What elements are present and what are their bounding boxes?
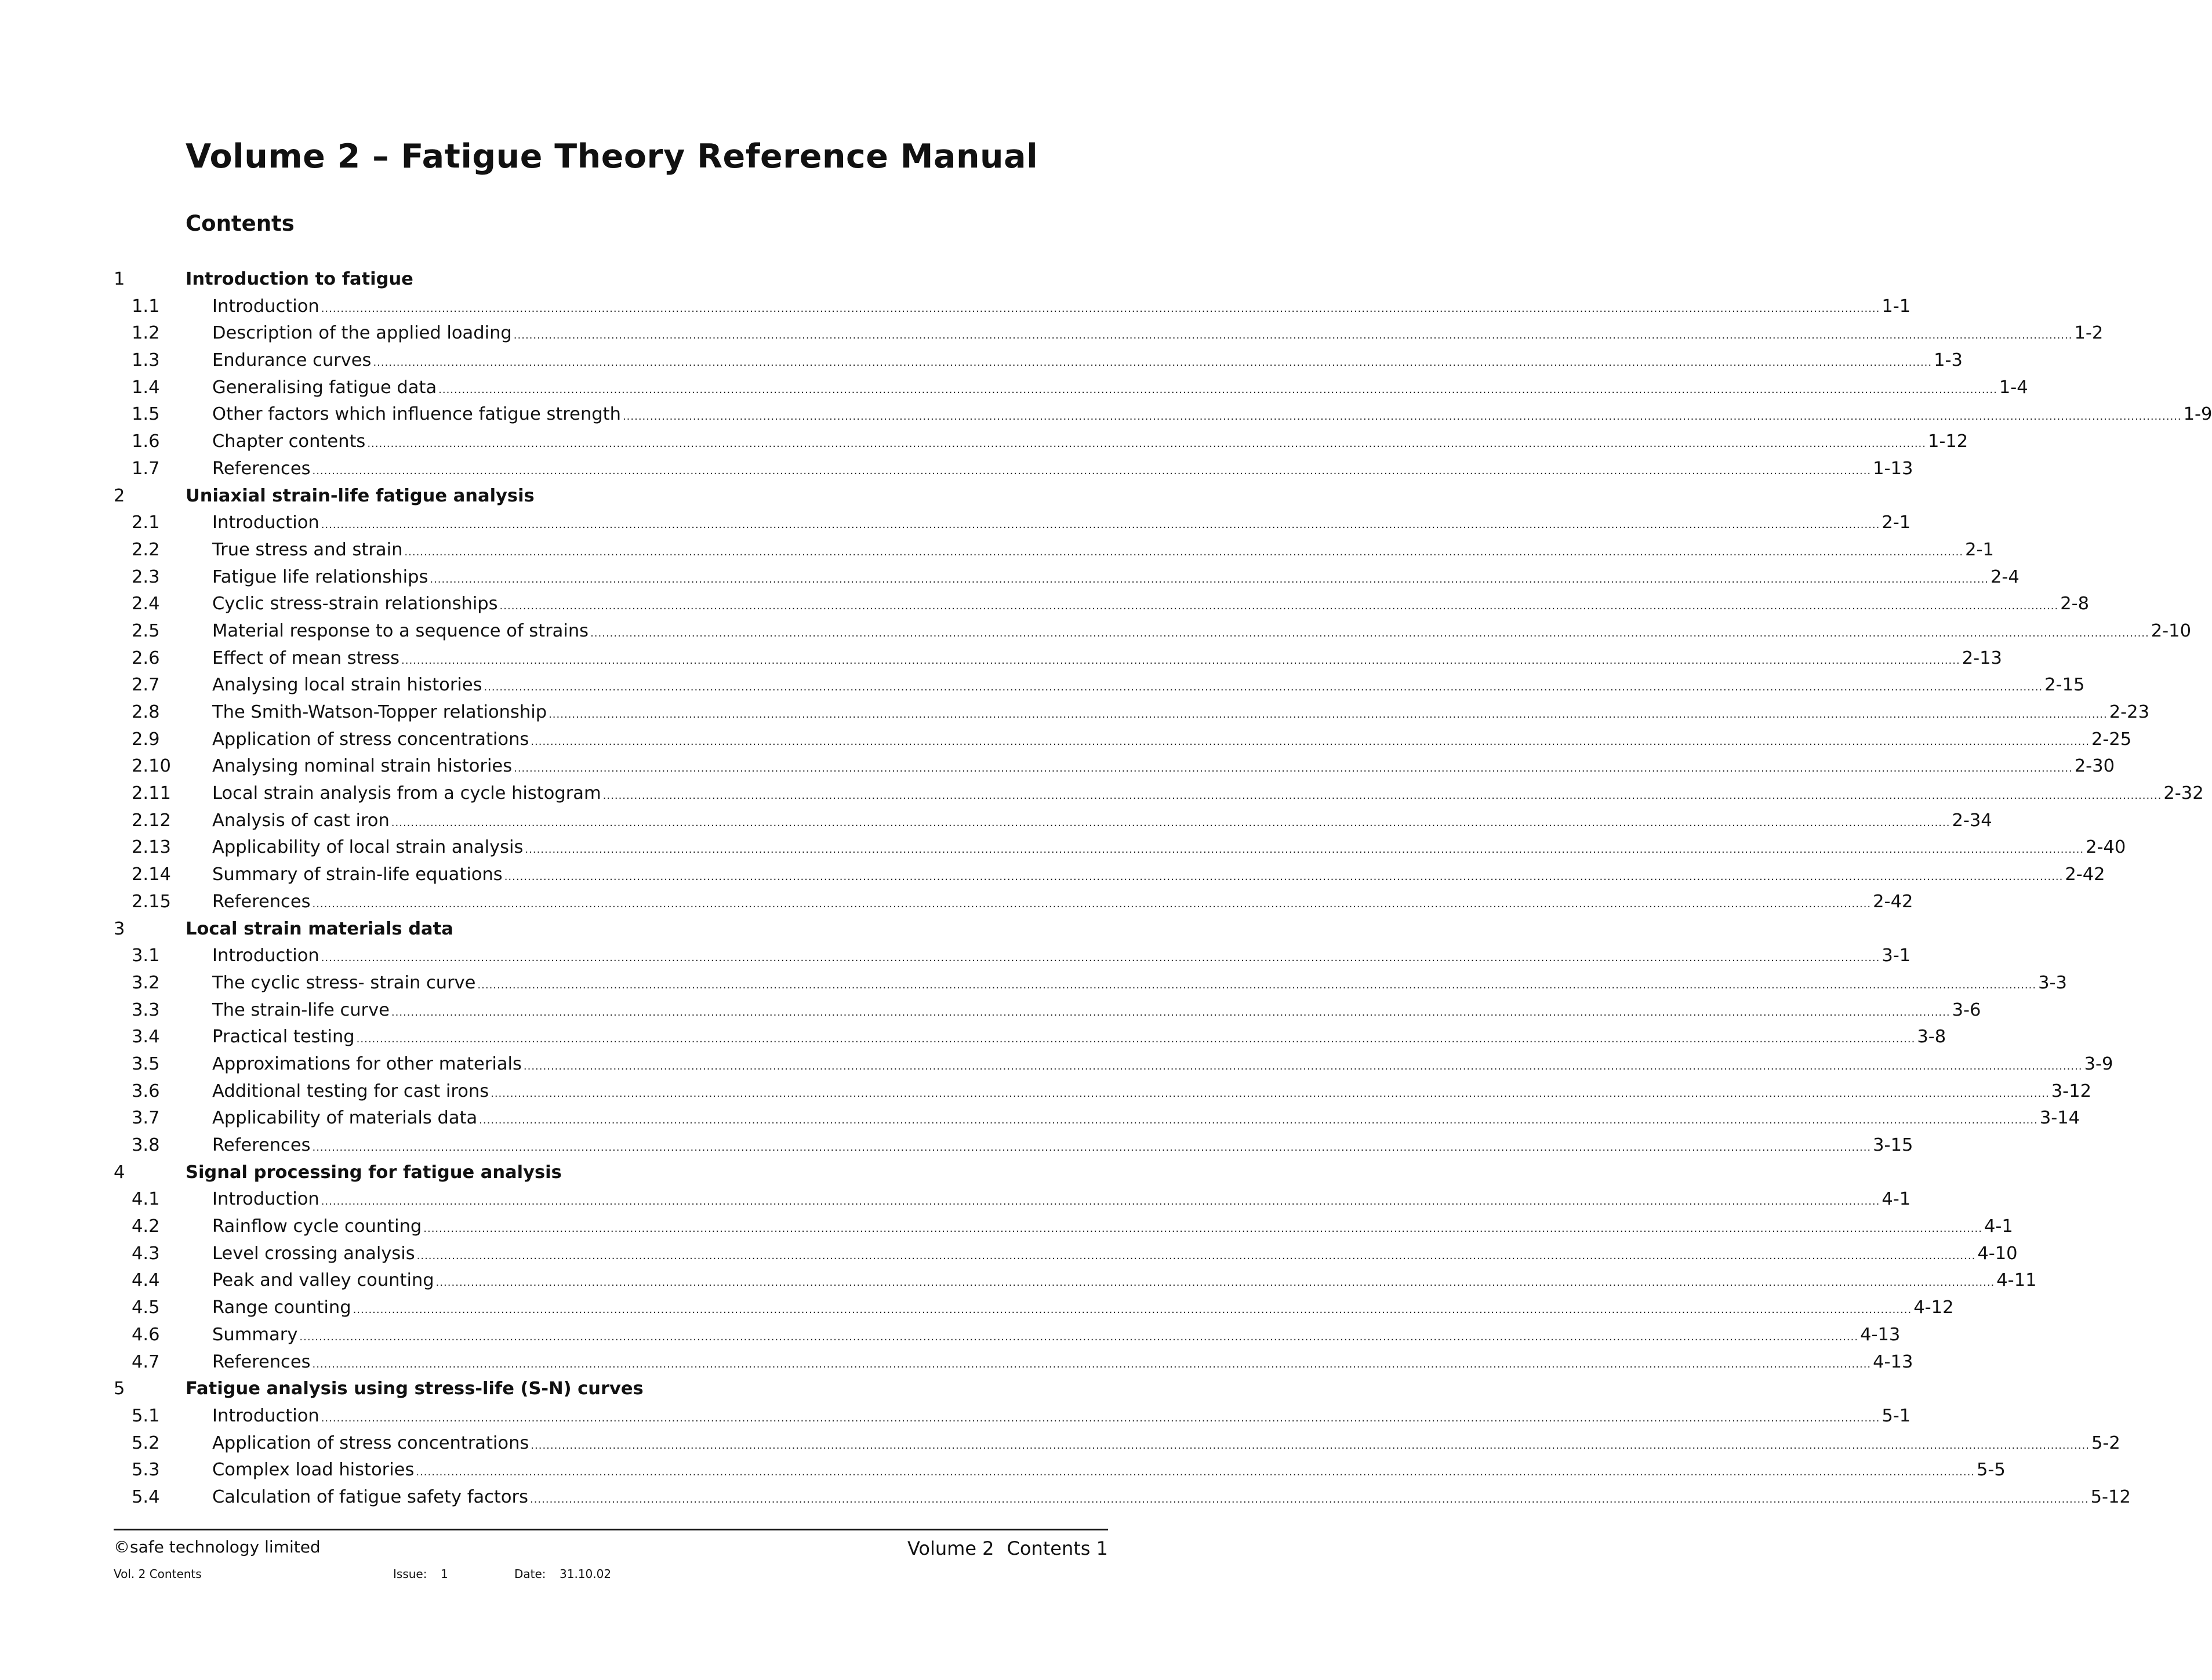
toc-entry xyxy=(114,643,2002,671)
page-number: 1-2 xyxy=(2074,323,2104,344)
toc-entry-line xyxy=(212,594,2090,617)
toc-entry-line xyxy=(212,729,2132,752)
dot-leader: ................................................................................................................................................................................................................................................................................................................................................................................................................ xyxy=(504,871,2064,883)
section-number: 2.6 xyxy=(132,648,160,668)
page-number: 2-42 xyxy=(2065,864,2105,885)
toc-chapter xyxy=(114,1374,1108,1401)
page-number: 2-4 xyxy=(1991,566,2020,587)
toc-entry xyxy=(114,697,2149,725)
section-number: 3.7 xyxy=(132,1108,160,1129)
dot-leader: ................................................................................................................................................................................................................................................................................................................................................................................................................ xyxy=(353,1304,1912,1317)
toc-entry xyxy=(114,1347,1913,1374)
footer-issue-value: 1 xyxy=(441,1567,448,1581)
toc-entry xyxy=(114,454,1913,481)
section-number: 2.8 xyxy=(132,702,160,722)
toc-entry-line xyxy=(212,323,2104,346)
section-title: Analysis of cast iron xyxy=(212,810,390,831)
toc-entry-line xyxy=(212,1108,2080,1131)
page-number: 5-12 xyxy=(2090,1486,2131,1507)
toc-entry-line xyxy=(212,404,2212,427)
section-number: 1.4 xyxy=(132,377,160,398)
section-title: Other factors which influence fatigue strength xyxy=(212,404,621,425)
toc-entry xyxy=(114,373,2028,400)
chapter-number: 2 xyxy=(114,485,125,506)
toc-entry xyxy=(114,887,1913,914)
dot-leader: ................................................................................................................................................................................................................................................................................................................................................................................................................ xyxy=(438,383,1997,396)
dot-leader: ................................................................................................................................................................................................................................................................................................................................................................................................................ xyxy=(514,762,2073,775)
page-number: 4-1 xyxy=(1984,1216,2013,1237)
section-number: 4.5 xyxy=(132,1297,160,1318)
toc-entry-line xyxy=(212,512,1911,536)
dot-leader: ................................................................................................................................................................................................................................................................................................................................................................................................................ xyxy=(312,1358,1872,1370)
toc-chapter xyxy=(114,1158,1108,1185)
toc-entry xyxy=(114,1212,2013,1239)
dot-leader: ................................................................................................................................................................................................................................................................................................................................................................................................................ xyxy=(479,1114,2038,1127)
section-title: Introduction xyxy=(212,1405,319,1426)
section-title: Calculation of fatigue safety factors xyxy=(212,1486,528,1507)
toc-entry-line xyxy=(212,1135,1913,1158)
section-title: The Smith-Watson-Topper relationship xyxy=(212,702,547,722)
toc-entry xyxy=(114,292,1911,319)
page-number: 3-8 xyxy=(1917,1027,1946,1048)
dot-leader: ................................................................................................................................................................................................................................................................................................................................................................................................................ xyxy=(523,1060,2083,1072)
page-number: 1-12 xyxy=(1927,431,1968,452)
toc-entry-line xyxy=(212,702,2149,725)
toc-entry xyxy=(114,860,2105,887)
page-number: 1-3 xyxy=(1934,350,1963,371)
toc-entry xyxy=(114,562,2020,590)
section-number: 2.5 xyxy=(132,620,160,641)
section-number: 3.8 xyxy=(132,1135,160,1155)
toc-entry-line xyxy=(212,458,1913,482)
footer-page-ref xyxy=(907,1539,1108,1558)
page-number: 3-1 xyxy=(1882,946,1911,966)
section-title: References xyxy=(212,458,311,479)
toc-entry-line xyxy=(212,675,2085,698)
section-number: 3.4 xyxy=(132,1027,160,1048)
section-number: 4.4 xyxy=(132,1270,160,1291)
dot-leader: ................................................................................................................................................................................................................................................................................................................................................................................................................ xyxy=(356,1033,1916,1046)
section-title: Applicability of materials data xyxy=(212,1108,478,1129)
toc-entry xyxy=(114,535,1994,562)
page-number: 2-40 xyxy=(2086,837,2126,858)
toc-entry-line xyxy=(212,864,2105,888)
toc-entry xyxy=(114,1455,2006,1482)
toc-entry-line xyxy=(212,431,1968,454)
toc-entry xyxy=(114,1401,1911,1428)
contents-heading: Contents xyxy=(186,211,295,236)
toc-entry xyxy=(114,806,1992,833)
page-number: 4-11 xyxy=(1996,1270,2037,1291)
toc-entry xyxy=(114,1482,2131,1510)
page-number: 2-23 xyxy=(2109,702,2149,722)
toc-entry-line xyxy=(212,1243,2018,1267)
page-number: 2-15 xyxy=(2044,675,2085,696)
section-title: Rainflow cycle counting xyxy=(212,1216,422,1237)
dot-leader: ................................................................................................................................................................................................................................................................................................................................................................................................................ xyxy=(435,1277,1995,1289)
page-number: 5-2 xyxy=(2091,1432,2120,1453)
chapter-title: Uniaxial strain-life fatigue analysis xyxy=(186,485,535,506)
toc-entry-line xyxy=(212,1216,2013,1239)
toc-entry xyxy=(114,1049,2113,1077)
dot-leader: ................................................................................................................................................................................................................................................................................................................................................................................................................ xyxy=(531,1439,2090,1452)
toc-entry-line xyxy=(212,999,1981,1023)
toc-entry xyxy=(114,941,1911,968)
dot-leader: ................................................................................................................................................................................................................................................................................................................................................................................................................ xyxy=(531,735,2090,748)
toc-entry xyxy=(114,725,2132,752)
dot-leader: ................................................................................................................................................................................................................................................................................................................................................................................................................ xyxy=(321,1195,1880,1208)
page-number: 1-13 xyxy=(1873,458,1913,479)
toc-entry-line xyxy=(212,946,1911,969)
toc-entry xyxy=(114,399,2212,427)
page-number: 1-4 xyxy=(1999,377,2028,398)
chapter-title: Signal processing for fatigue analysis xyxy=(186,1162,562,1183)
toc-entry-line xyxy=(212,891,1913,915)
page-number: 2-42 xyxy=(1873,891,1913,912)
section-title: Analysing local strain histories xyxy=(212,675,482,696)
footer-copyright: ©safe technology limited xyxy=(114,1537,321,1557)
section-title: References xyxy=(212,1135,311,1155)
page-number: 4-1 xyxy=(1882,1189,1911,1210)
toc-entry-line xyxy=(212,296,1911,319)
section-title: Practical testing xyxy=(212,1027,355,1048)
section-number: 1.3 xyxy=(132,350,160,371)
section-title: Application of stress concentrations xyxy=(212,1432,529,1453)
section-number: 5.2 xyxy=(132,1432,160,1453)
toc-chapter xyxy=(114,914,1108,941)
dot-leader: ................................................................................................................................................................................................................................................................................................................................................................................................................ xyxy=(321,952,1880,965)
dot-leader: ................................................................................................................................................................................................................................................................................................................................................................................................................ xyxy=(423,1223,1982,1235)
section-title: Introduction xyxy=(212,946,319,966)
toc-entry-line xyxy=(212,350,1963,373)
section-title: Additional testing for cast irons xyxy=(212,1081,489,1101)
section-number: 3.2 xyxy=(132,972,160,993)
toc-chapter xyxy=(114,264,1108,292)
toc-entry-line xyxy=(212,620,2191,644)
toc-entry-line xyxy=(212,1405,1911,1429)
toc-entry xyxy=(114,318,2104,346)
page-number: 4-13 xyxy=(1860,1324,1901,1345)
section-title: Level crossing analysis xyxy=(212,1243,415,1264)
section-title: Material response to a sequence of strains xyxy=(212,620,589,641)
dot-leader: ................................................................................................................................................................................................................................................................................................................................................................................................................ xyxy=(525,843,2084,856)
page-number: 2-34 xyxy=(1952,810,1992,831)
toc-entry xyxy=(114,670,2085,697)
toc-entry xyxy=(114,832,2126,860)
section-number: 2.2 xyxy=(132,539,160,560)
toc-entry xyxy=(114,1103,2080,1130)
dot-leader: ................................................................................................................................................................................................................................................................................................................................................................................................................ xyxy=(602,790,2162,802)
dot-leader: ................................................................................................................................................................................................................................................................................................................................................................................................................ xyxy=(549,708,2108,721)
section-title: Chapter contents xyxy=(212,431,366,452)
section-number: 2.13 xyxy=(132,837,171,858)
toc-entry xyxy=(114,995,1981,1023)
section-title: Application of stress concentrations xyxy=(212,729,529,750)
toc-entry xyxy=(114,1293,1954,1320)
section-number: 2.9 xyxy=(132,729,160,750)
toc-entry-line xyxy=(212,566,2020,590)
section-number: 2.15 xyxy=(132,891,171,912)
footer-volume-label: Volume 2 xyxy=(907,1537,994,1559)
chapter-title: Local strain materials data xyxy=(186,918,453,939)
section-title: Complex load histories xyxy=(212,1460,415,1481)
section-number: 2.12 xyxy=(132,810,171,831)
section-title: Introduction xyxy=(212,296,319,317)
dot-leader: ................................................................................................................................................................................................................................................................................................................................................................................................................ xyxy=(321,302,1880,315)
dot-leader: ................................................................................................................................................................................................................................................................................................................................................................................................................ xyxy=(367,438,1926,450)
page-number: 3-6 xyxy=(1952,999,1981,1020)
section-title: Applicability of local strain analysis xyxy=(212,837,524,858)
page-number: 2-30 xyxy=(2074,756,2115,777)
page-number: 2-32 xyxy=(2163,783,2204,804)
toc-entry xyxy=(114,1239,2018,1266)
dot-leader: ................................................................................................................................................................................................................................................................................................................................................................................................................ xyxy=(416,1466,1975,1479)
page-title: Volume 2 – Fatigue Theory Reference Manual xyxy=(186,137,1038,176)
section-number: 2.11 xyxy=(132,783,171,804)
section-title: Introduction xyxy=(212,1189,319,1210)
toc-entry-line xyxy=(212,1270,2037,1293)
page-number: 2-8 xyxy=(2060,594,2090,614)
dot-leader: ................................................................................................................................................................................................................................................................................................................................................................................................................ xyxy=(622,410,2182,423)
toc-entry-line xyxy=(212,837,2126,860)
dot-leader: ................................................................................................................................................................................................................................................................................................................................................................................................................ xyxy=(321,1412,1880,1424)
dot-leader: ................................................................................................................................................................................................................................................................................................................................................................................................................ xyxy=(491,1087,2050,1100)
section-number: 3.1 xyxy=(132,946,160,966)
toc-entry-line xyxy=(212,783,2204,806)
page-number: 2-1 xyxy=(1882,512,1911,533)
section-title: Introduction xyxy=(212,512,319,533)
footer-date-value: 31.10.02 xyxy=(560,1567,612,1581)
toc-entry-line xyxy=(212,1081,2092,1104)
dot-leader: ................................................................................................................................................................................................................................................................................................................................................................................................................ xyxy=(312,1141,1872,1154)
toc-entry xyxy=(114,751,2115,779)
dot-leader: ................................................................................................................................................................................................................................................................................................................................................................................................................ xyxy=(312,464,1872,477)
toc-entry-line xyxy=(212,756,2115,779)
section-title: Range counting xyxy=(212,1297,351,1318)
section-title: Endurance curves xyxy=(212,350,372,371)
toc-entry xyxy=(114,346,1963,373)
footer-issue-label: Issue: xyxy=(393,1567,427,1581)
page-number: 2-1 xyxy=(1965,539,1994,560)
dot-leader: ................................................................................................................................................................................................................................................................................................................................................................................................................ xyxy=(590,627,2149,639)
section-number: 4.3 xyxy=(132,1243,160,1264)
toc-entry-line xyxy=(212,810,1992,834)
chapter-number: 1 xyxy=(114,269,125,289)
section-title: Cyclic stress-strain relationships xyxy=(212,594,498,614)
section-title: Peak and valley counting xyxy=(212,1270,434,1291)
chapter-title: Introduction to fatigue xyxy=(186,269,413,289)
section-number: 1.1 xyxy=(132,296,160,317)
section-number: 3.5 xyxy=(132,1053,160,1074)
section-number: 3.3 xyxy=(132,999,160,1020)
section-title: Approximations for other materials xyxy=(212,1053,522,1074)
dot-leader: ................................................................................................................................................................................................................................................................................................................................................................................................................ xyxy=(391,816,1951,829)
section-title: The cyclic stress- strain curve xyxy=(212,972,476,993)
page-number: 4-10 xyxy=(1977,1243,2018,1264)
section-number: 1.7 xyxy=(132,458,160,479)
chapter-title: Fatigue analysis using stress-life (S-N) curves xyxy=(186,1379,644,1399)
dot-leader: ................................................................................................................................................................................................................................................................................................................................................................................................................ xyxy=(430,573,1989,586)
section-number: 4.2 xyxy=(132,1216,160,1237)
toc-entry-line xyxy=(212,1297,1954,1321)
page-number: 2-25 xyxy=(2091,729,2132,750)
toc-entry-line xyxy=(212,539,1994,563)
page-number: 1-9 xyxy=(2183,404,2212,425)
dot-leader: ................................................................................................................................................................................................................................................................................................................................................................................................................ xyxy=(299,1330,1859,1343)
page-number: 3-12 xyxy=(2051,1081,2092,1101)
toc-entry-line xyxy=(212,1351,1913,1375)
chapter-number: 5 xyxy=(114,1379,125,1399)
toc-entry xyxy=(114,1130,1913,1158)
dot-leader: ................................................................................................................................................................................................................................................................................................................................................................................................................ xyxy=(373,357,1933,369)
dot-leader: ................................................................................................................................................................................................................................................................................................................................................................................................................ xyxy=(513,329,2073,342)
section-number: 2.14 xyxy=(132,864,171,885)
section-title: Fatigue life relationships xyxy=(212,566,428,587)
section-title: The strain-life curve xyxy=(212,999,390,1020)
section-title: Generalising fatigue data xyxy=(212,377,437,398)
toc-entry-line xyxy=(212,1460,2006,1483)
page-number: 3-3 xyxy=(2038,972,2067,993)
toc-entry xyxy=(114,779,2204,806)
toc-entry-line xyxy=(212,1486,2131,1510)
page-number: 3-15 xyxy=(1873,1135,1913,1155)
page-number: 4-12 xyxy=(1913,1297,1954,1318)
section-number: 2.1 xyxy=(132,512,160,533)
section-number: 4.6 xyxy=(132,1324,160,1345)
dot-leader: ................................................................................................................................................................................................................................................................................................................................................................................................................ xyxy=(416,1249,1976,1262)
section-title: Effect of mean stress xyxy=(212,648,400,668)
toc-entry xyxy=(114,508,1911,535)
toc-entry xyxy=(114,1184,1911,1212)
section-number: 1.5 xyxy=(132,404,160,425)
page-number: 2-10 xyxy=(2151,620,2191,641)
dot-leader: ................................................................................................................................................................................................................................................................................................................................................................................................................ xyxy=(321,519,1880,532)
toc-entry-line xyxy=(212,1432,2120,1456)
toc-entry-line xyxy=(212,972,2067,996)
section-title: Local strain analysis from a cycle histogram xyxy=(212,783,601,804)
dot-leader: ................................................................................................................................................................................................................................................................................................................................................................................................................ xyxy=(529,1493,2089,1506)
toc-entry-line xyxy=(212,1053,2113,1077)
section-title: References xyxy=(212,1351,311,1372)
toc-entry xyxy=(114,968,2067,995)
page-number: 2-13 xyxy=(1962,648,2002,668)
dot-leader: ................................................................................................................................................................................................................................................................................................................................................................................................................ xyxy=(391,1006,1951,1019)
section-number: 4.7 xyxy=(132,1351,160,1372)
dot-leader: ................................................................................................................................................................................................................................................................................................................................................................................................................ xyxy=(484,681,2043,694)
footer-page-label: Contents 1 xyxy=(1007,1537,1108,1559)
page-number: 5-1 xyxy=(1882,1405,1911,1426)
dot-leader: ................................................................................................................................................................................................................................................................................................................................................................................................................ xyxy=(477,979,2037,991)
section-title: True stress and strain xyxy=(212,539,403,560)
section-number: 2.3 xyxy=(132,566,160,587)
toc-entry-line xyxy=(212,377,2028,401)
section-number: 1.2 xyxy=(132,323,160,344)
toc-entry xyxy=(114,589,2090,616)
dot-leader: ................................................................................................................................................................................................................................................................................................................................................................................................................ xyxy=(312,897,1872,910)
section-title: Summary xyxy=(212,1324,298,1345)
toc-entry xyxy=(114,1320,1901,1347)
footer-divider xyxy=(114,1529,1108,1530)
section-number: 2.4 xyxy=(132,594,160,614)
section-title: Summary of strain-life equations xyxy=(212,864,503,885)
toc-entry-line xyxy=(212,1189,1911,1212)
section-number: 5.4 xyxy=(132,1486,160,1507)
dot-leader: ................................................................................................................................................................................................................................................................................................................................................................................................................ xyxy=(499,600,2059,613)
section-number: 2.7 xyxy=(132,675,160,696)
section-number: 3.6 xyxy=(132,1081,160,1101)
page-number: 4-13 xyxy=(1873,1351,1913,1372)
footer-date-label: Date: xyxy=(514,1567,546,1581)
chapter-number: 3 xyxy=(114,918,125,939)
page-number: 5-5 xyxy=(1977,1460,2006,1481)
toc-entry xyxy=(114,1022,1946,1049)
page-number: 3-14 xyxy=(2039,1108,2080,1129)
section-number: 5.1 xyxy=(132,1405,160,1426)
toc-entry-line xyxy=(212,648,2002,671)
section-number: 4.1 xyxy=(132,1189,160,1210)
dot-leader: ................................................................................................................................................................................................................................................................................................................................................................................................................ xyxy=(401,654,1960,667)
dot-leader: ................................................................................................................................................................................................................................................................................................................................................................................................................ xyxy=(404,546,1964,558)
page-number: 1-1 xyxy=(1882,296,1911,317)
page-number: 3-9 xyxy=(2084,1053,2113,1074)
toc-entry xyxy=(114,1077,2092,1104)
section-number: 1.6 xyxy=(132,431,160,452)
toc-entry-line xyxy=(212,1027,1946,1050)
toc-entry xyxy=(114,616,2191,643)
chapter-number: 4 xyxy=(114,1162,125,1183)
footer-doc-ref: Vol. 2 Contents xyxy=(114,1567,202,1581)
toc-entry xyxy=(114,1266,2037,1293)
section-title: References xyxy=(212,891,311,912)
section-title: Analysing nominal strain histories xyxy=(212,756,513,777)
section-number: 2.10 xyxy=(132,756,171,777)
section-title: Description of the applied loading xyxy=(212,323,512,344)
toc-chapter xyxy=(114,481,1108,508)
toc-entry xyxy=(114,1428,2120,1456)
toc-entry xyxy=(114,427,1968,454)
toc-entry-line xyxy=(212,1324,1901,1348)
section-number: 5.3 xyxy=(132,1460,160,1481)
table-of-contents xyxy=(114,264,2212,1510)
